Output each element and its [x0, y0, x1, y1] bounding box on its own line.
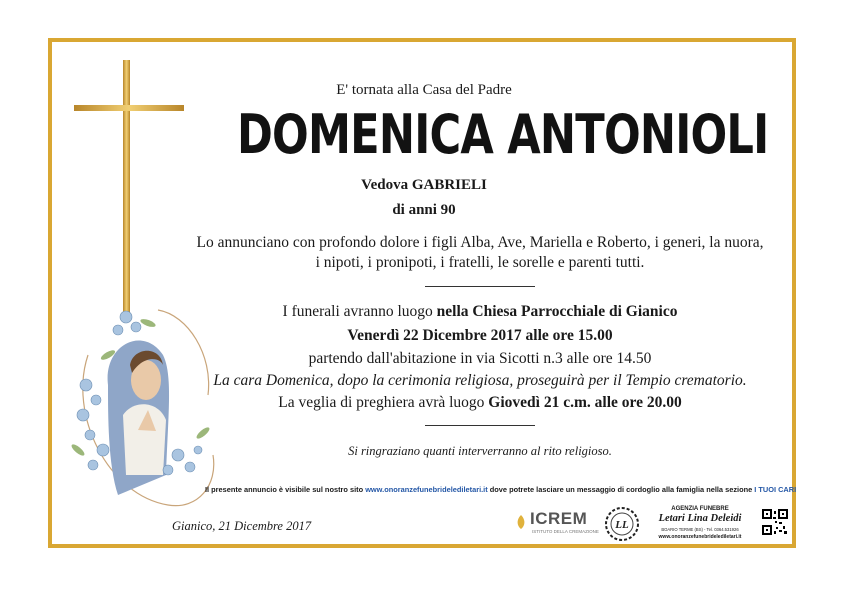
- age-line: di anni 90: [392, 202, 456, 218]
- agency-block: [598, 505, 753, 543]
- widow-line: Vedova GABRIELI: [361, 177, 487, 193]
- deceased-name: DOMENICA ANTONIOLI: [237, 103, 769, 166]
- icrem-logo: [512, 505, 602, 541]
- icrem-flame-icon: [512, 513, 530, 531]
- qr-code-icon: [762, 509, 788, 535]
- online-notice: [205, 485, 797, 494]
- intro-line: E' tornata alla Casa del Padre: [336, 82, 512, 98]
- divider-top: [425, 286, 535, 287]
- vigil-pre: La veglia di preghiera avrà luogo: [278, 394, 485, 411]
- funeral-place: nella Chiesa Parrocchiale di Gianico: [436, 303, 678, 320]
- agency-name: Letari Lina Deleidi: [658, 513, 742, 524]
- online-notice-pre: Il presente annuncio è visibile sul nostro sito: [205, 485, 364, 494]
- cremation-line: La cara Domenica, dopo la cerimonia religiosa, proseguirà per il Tempio crematorio.: [213, 372, 747, 389]
- site-link[interactable]: www.onoranzefunebridelediletari.it: [365, 485, 488, 494]
- section-link[interactable]: I TUOI CARI: [754, 485, 797, 494]
- icrem-subtitle: ISTITUTO DELLA CREMAZIONE: [532, 529, 599, 534]
- online-notice-post: dove potrete lasciare un messaggio di cordoglio alla famiglia nella sezione: [489, 485, 753, 494]
- agency-title: AGENZIA FUNEBRE: [671, 506, 729, 512]
- place-date: Gianico, 21 Dicembre 2017: [172, 519, 312, 533]
- announcement-line-1: Lo annunciano con profondo dolore i figli Alba, Ave, Mariella e Roberto, i generi, la nuora,: [196, 234, 764, 251]
- vigil-line: [180, 394, 780, 412]
- announcement-line-2: i nipoti, i pronipoti, i fratelli, le sorelle e parenti tutti.: [315, 254, 645, 271]
- agency-wreath-icon: [602, 505, 642, 543]
- funeral-date-text: Venerdì 22 Dicembre 2017 alle ore 15.00: [347, 327, 613, 344]
- funeral-pre: I funerali avranno luogo: [282, 303, 433, 320]
- svg-text:LL: LL: [615, 519, 629, 531]
- agency-url[interactable]: www.onoranzefunebridelediletari.it: [658, 534, 742, 540]
- funeral-line: [180, 303, 780, 321]
- announcement: [180, 233, 780, 273]
- icrem-name: ICREM: [530, 509, 588, 528]
- madonna-icon: [108, 341, 169, 495]
- vigil-date: Giovedì 21 c.m. alle ore 20.00: [488, 394, 682, 411]
- agency-contact: BOARIO TERME (BS) - Tel. 0364.531926: [661, 527, 739, 532]
- funeral-date: [180, 327, 780, 345]
- thanks-line: Si ringraziano quanti interverranno al rito religioso.: [348, 444, 612, 458]
- departure-line: partendo dall'abitazione in via Sicotti n.3 alle ore 14.50: [308, 350, 652, 367]
- divider-bottom: [425, 425, 535, 426]
